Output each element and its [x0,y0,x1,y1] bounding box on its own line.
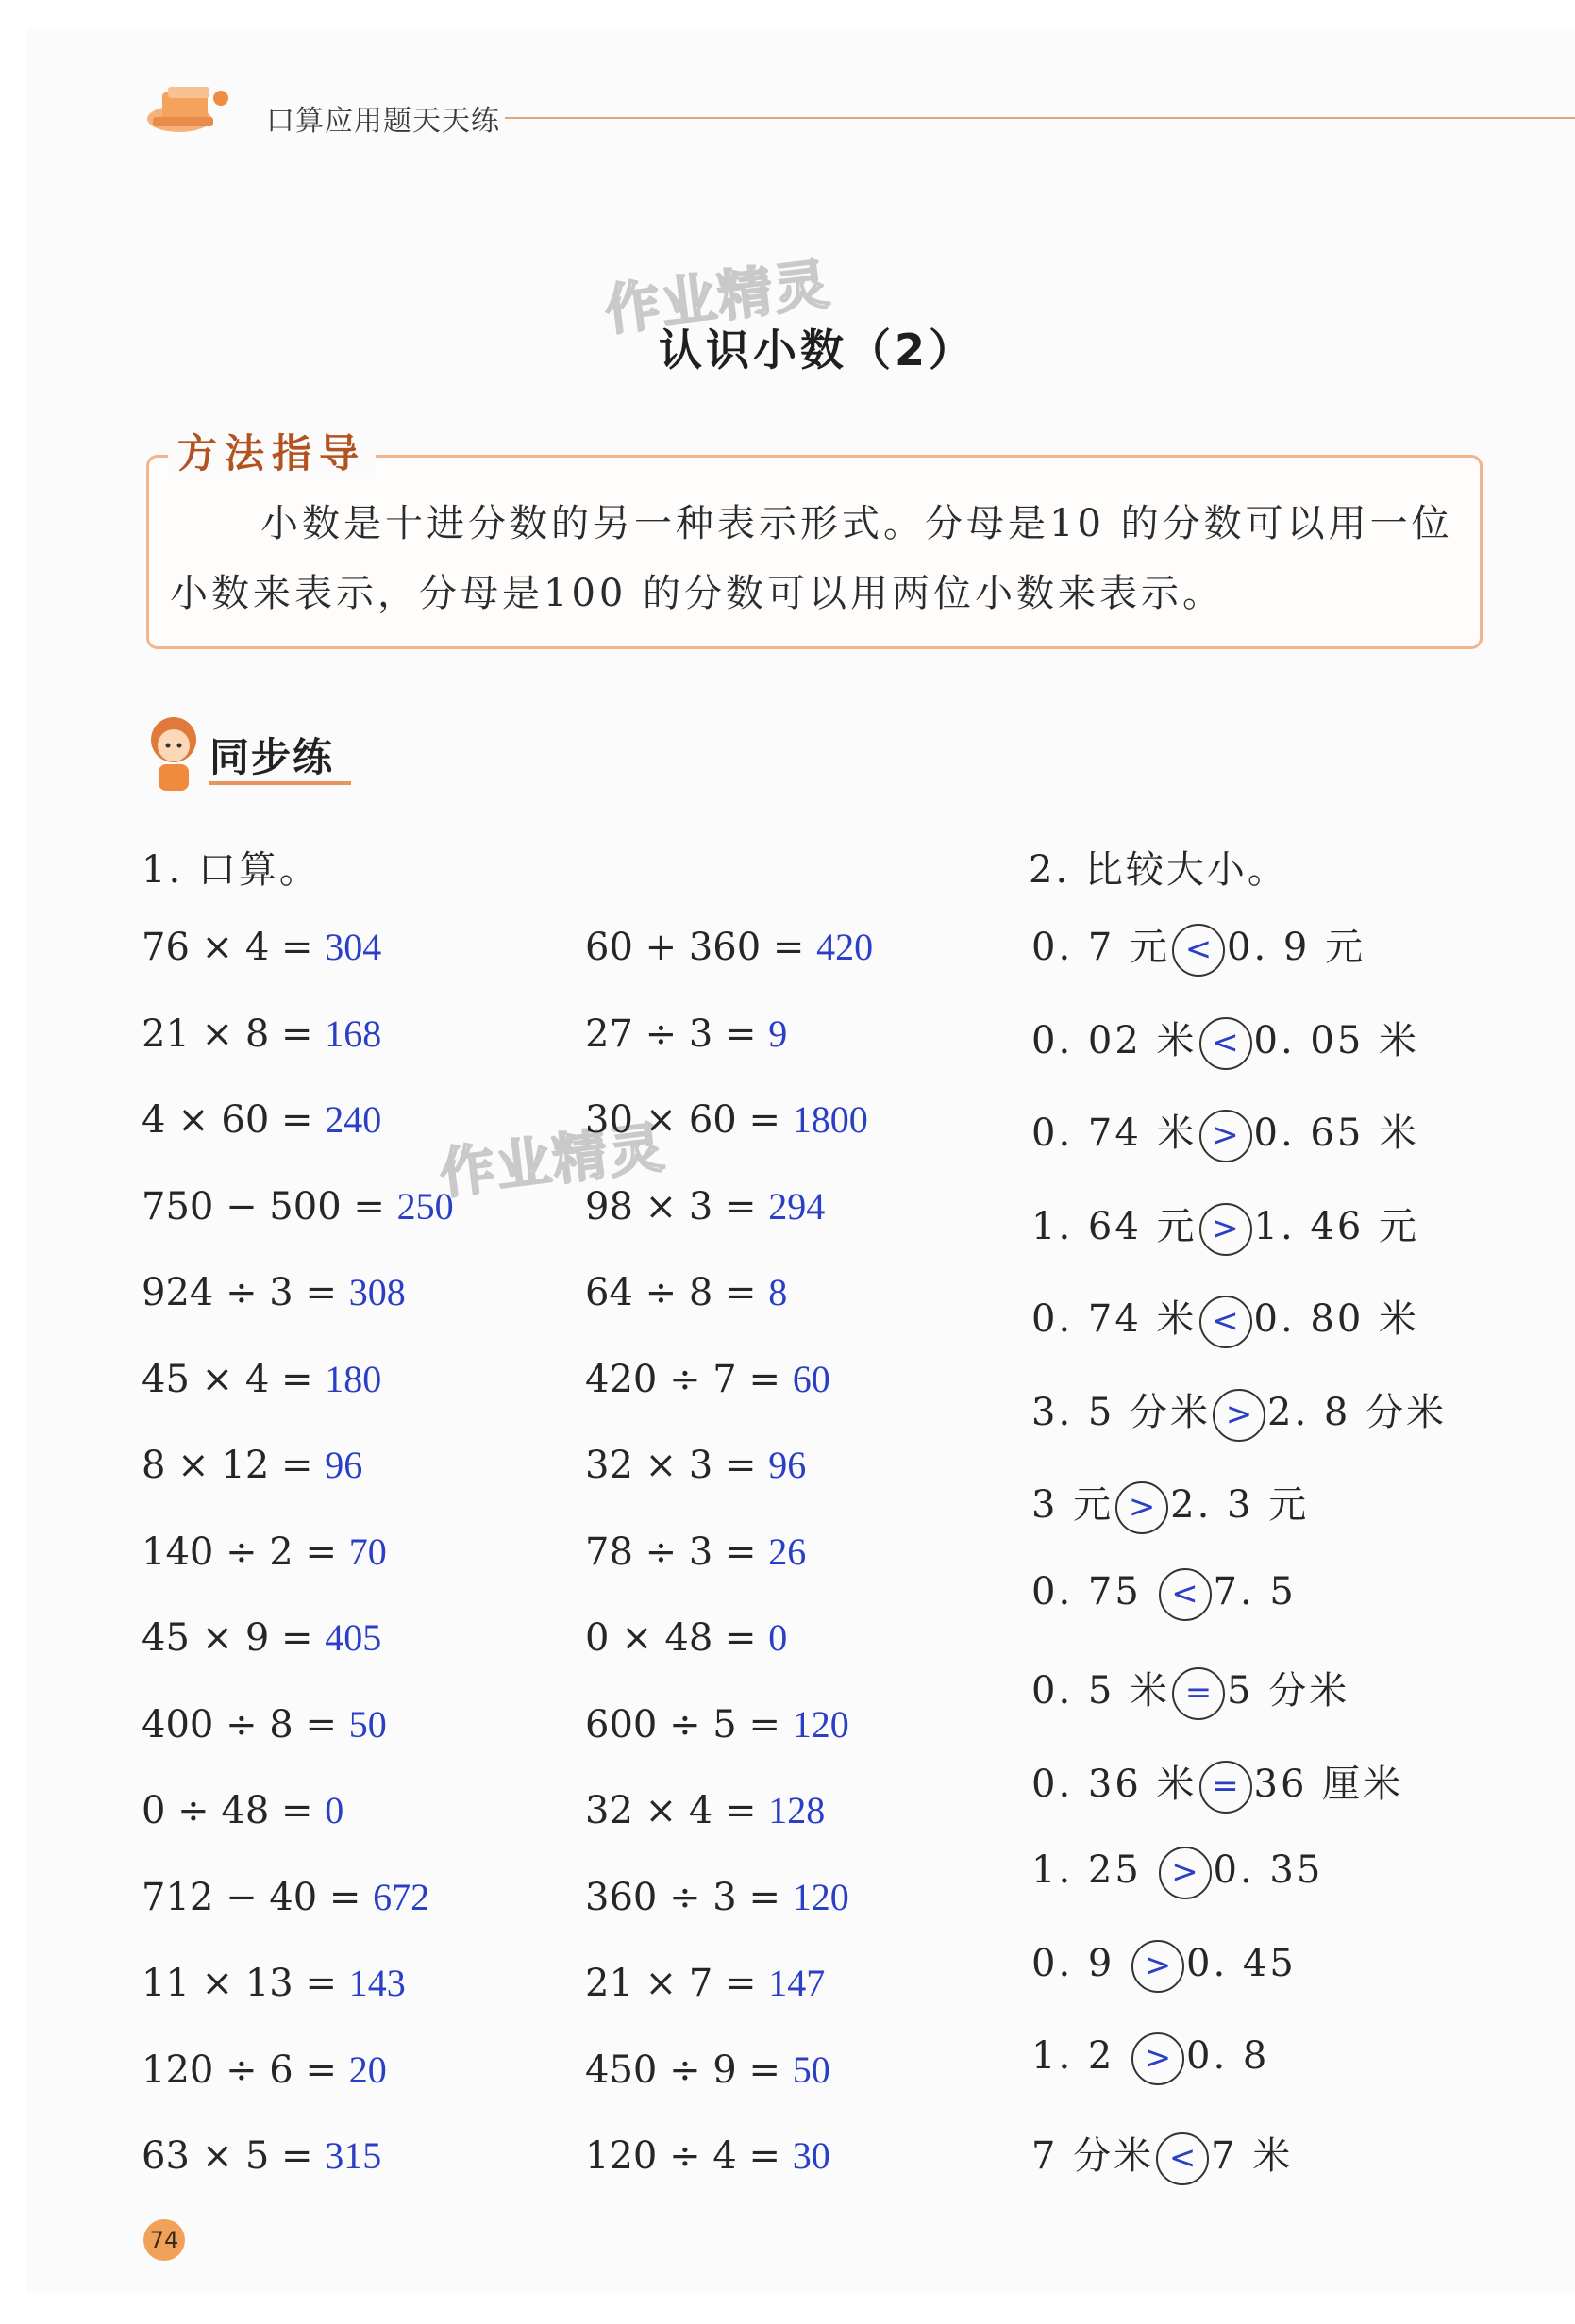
compare-row [1031,1847,1323,1899]
equation-row [142,1961,406,2005]
compare-right: 7. 5 [1213,1569,1297,1613]
handwritten-answer: 240 [325,1098,382,1141]
compare-left: 7 分米 [1031,2133,1155,2178]
compare-row [1031,1475,1309,1534]
equation-expression: 64 ÷ 8 = [585,1271,769,1314]
compare-right: 2. 3 元 [1170,1483,1310,1527]
handwritten-answer: 60 [792,1357,830,1400]
compare-left: 0. 75 [1031,1569,1157,1613]
handwritten-answer: 120 [792,1875,849,1918]
equation-expression: 0 × 48 = [585,1616,769,1660]
equation-expression: 78 ÷ 3 = [585,1530,769,1574]
equation-row [585,1615,787,1660]
compare-sign-circle: < [1156,2132,1209,2185]
compare-row [1031,1382,1447,1442]
handwritten-answer: 96 [325,1444,363,1486]
compare-right: 0. 65 米 [1253,1112,1419,1155]
watermark: 作业精灵 [436,1114,669,1207]
compare-sign-circle: > [1213,1389,1265,1442]
handwritten-answer: 50 [348,1702,387,1746]
handwritten-answer: 308 [348,1271,406,1313]
compare-left: 0. 74 米 [1031,1112,1198,1155]
compare-sign-circle: < [1199,1017,1252,1070]
handwritten-answer: 147 [768,1962,826,2004]
compare-left: 3 元 [1031,1483,1114,1527]
equation-row [585,1788,825,1832]
compare-left: 3. 5 分米 [1031,1390,1212,1434]
compare-sign-circle: < [1199,1296,1252,1348]
handwritten-answer: 250 [396,1184,454,1228]
equation-row [585,925,873,969]
handwritten-answer: 315 [325,2134,382,2177]
equation-expression: 8 × 12 = [142,1444,326,1487]
handwritten-answer: 304 [325,926,382,968]
compare-row [1031,1754,1403,1814]
equation-row [585,1961,825,2005]
compare-row [1031,1289,1419,1348]
compare-right: 1. 46 元 [1253,1204,1419,1248]
boy-mascot-icon [140,711,208,796]
compare-left: 0. 5 米 [1031,1669,1171,1713]
method-guide-text: 小数是十进分数的另一种表示形式。分母是10 的分数可以用一位小数来表示，分母是100 的分数可以用两位小数来表示。 [170,502,1453,615]
equation-row [142,1530,387,1574]
book-stack-logo-icon [142,74,255,159]
equation-row [585,1443,806,1487]
equation-expression: 360 ÷ 3 = [585,1875,793,1919]
equation-expression: 420 ÷ 7 = [585,1357,793,1401]
compare-right: 0. 35 [1213,1848,1324,1892]
equation-expression: 27 ÷ 3 = [585,1012,769,1056]
compare-left: 0. 02 米 [1031,1018,1198,1062]
equation-expression: 32 × 4 = [585,1789,769,1832]
compare-right: 0. 9 元 [1227,926,1366,969]
compare-sign-circle: > [1159,1847,1212,1899]
compare-left: 0. 74 米 [1031,1297,1198,1341]
equation-expression: 98 × 3 = [585,1184,769,1229]
equation-row [142,1443,362,1487]
handwritten-answer: 50 [792,2048,830,2091]
equation-row [585,1357,830,1401]
equation-expression: 120 ÷ 6 = [142,2048,349,2092]
compare-row [1031,1661,1349,1720]
handwritten-answer: 143 [348,1962,406,2004]
equation-expression: 11 × 13 = [142,1962,349,2005]
equation-expression: 120 ÷ 4 = [585,2134,793,2178]
page-number: 74 [143,2219,185,2261]
compare-right: 5 分米 [1227,1669,1350,1713]
equation-expression: 32 × 3 = [585,1444,769,1487]
compare-left: 0. 7 元 [1031,926,1171,969]
compare-sign-circle: > [1131,1940,1184,1993]
series-title: 口算应用题天天练 [266,105,500,138]
compare-row [1031,1568,1297,1621]
compare-sign-circle: < [1172,924,1225,977]
handwritten-answer: 128 [768,1789,826,1831]
compare-row [1031,1196,1419,1256]
equation-row [585,1097,868,1142]
handwritten-answer: 8 [768,1271,788,1313]
equation-expression: 750 − 500 = [142,1184,397,1229]
equation-row [585,1530,806,1574]
equation-row [142,1702,387,1747]
compare-sign-circle: > [1199,1110,1252,1162]
question-1-heading: 1. 口算。 [142,848,320,892]
equation-expression: 140 ÷ 2 = [142,1530,349,1574]
equation-expression: 60 + 360 = [585,926,817,969]
compare-left: 1. 25 [1031,1848,1157,1892]
equation-row [585,1012,787,1056]
compare-row [1031,2032,1269,2085]
handwritten-answer: 30 [792,2134,830,2177]
sync-practice-label: 同步练 [209,734,335,780]
handwritten-answer: 672 [373,1875,430,1918]
compare-right: 0. 80 米 [1253,1297,1419,1341]
equation-row [142,1875,429,1919]
sync-practice-underline [209,781,351,785]
handwritten-answer: 70 [348,1530,387,1573]
compare-sign-circle: > [1131,2032,1184,2085]
equation-row [585,1270,787,1314]
handwritten-answer: 26 [768,1530,807,1573]
compare-right: 36 厘米 [1253,1762,1404,1806]
compare-sign-circle: = [1199,1761,1252,1814]
equation-row [142,1097,381,1142]
compare-right: 0. 45 [1186,1941,1297,1985]
handwritten-answer: 0 [768,1616,788,1659]
handwritten-answer: 96 [768,1444,807,1486]
question-2-heading: 2. 比较大小。 [1029,848,1288,892]
equation-row [585,1875,849,1919]
compare-left: 1. 2 [1031,2034,1131,2078]
compare-row [1031,917,1366,977]
compare-sign-circle: < [1159,1568,1212,1621]
compare-row [1031,2126,1293,2185]
equation-expression: 0 ÷ 48 = [142,1789,326,1832]
compare-sign-circle: > [1199,1203,1252,1256]
handwritten-answer: 420 [816,926,874,968]
compare-row [1031,1103,1419,1162]
equation-expression: 450 ÷ 9 = [585,2048,793,2092]
equation-row [585,1702,849,1747]
handwritten-answer: 180 [325,1357,382,1400]
equation-expression: 712 − 40 = [142,1875,374,1919]
equation-row [142,1357,381,1401]
equation-expression: 600 ÷ 5 = [585,1702,793,1747]
equation-row [142,1615,381,1660]
method-guide-label: 方法指导 [168,423,376,479]
equation-row [142,925,381,969]
compare-right: 0. 8 [1186,2034,1270,2078]
compare-row [1031,1940,1297,1993]
equation-row [585,2133,830,2178]
compare-right: 2. 8 分米 [1267,1390,1448,1434]
watermark: 作业精灵 [601,251,834,343]
handwritten-answer: 1800 [792,1098,868,1141]
equation-row [142,2048,387,2092]
compare-right: 7 米 [1211,2133,1294,2178]
compare-left: 1. 64 元 [1031,1204,1198,1248]
equation-expression: 45 × 4 = [142,1357,326,1401]
equation-expression: 30 × 60 = [585,1098,793,1142]
compare-left: 0. 9 [1031,1941,1131,1985]
equation-row [585,2048,830,2092]
handwritten-answer: 294 [768,1184,826,1228]
equation-row [142,1184,454,1229]
compare-row [1031,1011,1419,1070]
header-rule [505,117,1575,119]
lesson-title: 认识小数（2） [659,325,977,376]
handwritten-answer: 168 [325,1012,382,1055]
equation-row [142,1012,381,1056]
equation-expression: 21 × 7 = [585,1962,769,2005]
equation-expression: 45 × 9 = [142,1616,326,1660]
handwritten-answer: 405 [325,1616,382,1659]
equation-expression: 4 × 60 = [142,1098,326,1142]
equation-row [142,1270,406,1314]
handwritten-answer: 20 [348,2048,387,2091]
equation-expression: 63 × 5 = [142,2134,326,2178]
compare-sign-circle: = [1172,1667,1225,1720]
handwritten-answer: 0 [325,1789,344,1831]
handwritten-answer: 120 [792,1702,849,1746]
equation-expression: 924 ÷ 3 = [142,1271,349,1314]
equation-expression: 76 × 4 = [142,926,326,969]
equation-row [142,1788,343,1832]
compare-right: 0. 05 米 [1253,1018,1419,1062]
equation-expression: 400 ÷ 8 = [142,1702,349,1747]
compare-left: 0. 36 米 [1031,1762,1198,1806]
equation-row [585,1184,825,1229]
handwritten-answer: 9 [768,1012,788,1055]
equation-expression: 21 × 8 = [142,1012,326,1056]
compare-sign-circle: > [1115,1481,1168,1534]
equation-row [142,2133,381,2178]
